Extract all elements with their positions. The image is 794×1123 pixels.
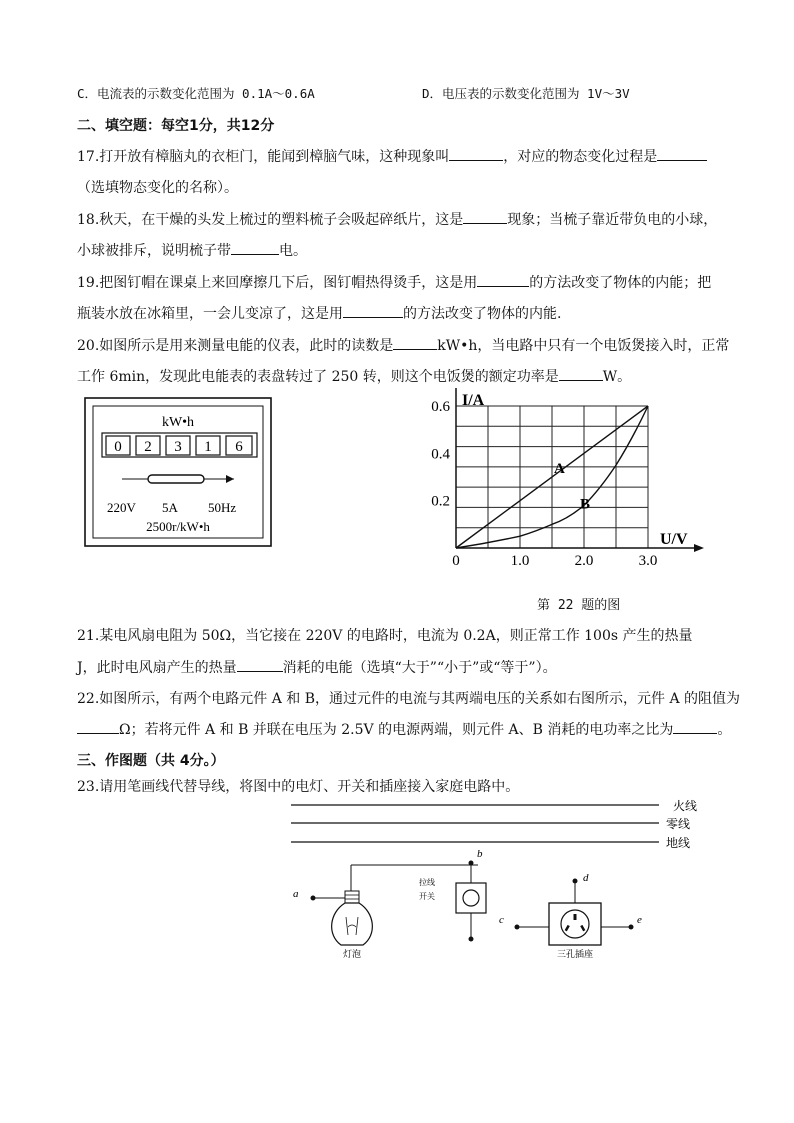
q20-text-2: kW•h，当电路中只有一个电饭煲接入时，正常 [437,338,730,354]
option-c: C．电流表的示数变化范围为 0.1A～0.6A [77,86,315,101]
socket-label: 三孔插座 [556,950,594,960]
meter-frequency: 50Hz [208,500,237,515]
meter-digits [106,436,252,455]
question-19-line2 [77,303,561,323]
question-19-line1 [77,272,711,292]
q22-blank-2 [673,721,717,734]
q23-text: 23.请用笔画线代替导线，将图中的电灯、开关和插座接入家庭电路中。 [77,779,520,795]
section-heading-drawing: 三、作图题（共 4分。） [77,753,225,769]
meter-current: 5A [162,500,178,515]
q20-text-4: W。 [602,369,632,385]
q21-blank-2 [237,659,283,672]
question-20-line1 [77,335,729,355]
switch-knob [463,890,479,906]
q22-blank-1 [77,721,119,734]
q19-blank-1 [477,274,529,287]
meter-unit: kW•h [161,415,195,430]
series-b-label: B [580,496,591,513]
q21-text-2: J，此时电风扇产生的热量 [77,660,237,676]
y-tick-label: 0.2 [431,493,450,510]
point-d-label: d [583,872,589,884]
q19-text-1: 19.把图钉帽在课桌上来回摩擦几下后，图钉帽热得烫手，这是用 [77,275,478,291]
switch-label-1: 拉线 [419,878,435,887]
option-d: D．电压表的示数变化范围为 1V～3V [422,86,630,101]
q18-text-4: 电。 [279,243,307,259]
meter-disc-slot [148,475,204,483]
iu-graph [420,388,710,578]
q18-text-3: 小球被排斥，说明梳子带 [77,243,231,259]
q20-text-3: 工作 6min，发现此电能表的表盘转过了 250 转，则这个电饭煲的额定功率是 [77,369,559,385]
ground-wire-label: 地线 [666,836,691,850]
y-tick-label: 0.6 [431,399,450,415]
meter-digit-4: 1 [204,439,212,455]
question-22-line2 [77,719,731,739]
series-a-label: A [554,461,565,477]
switch-label-2: 开关 [419,892,435,901]
question-17-line2 [77,177,238,197]
q17-text-3: （选填物态变化的名称）。 [77,180,238,196]
meter-constant: 2500r/kW•h [146,519,210,534]
x-tick-label: 0 [452,553,460,569]
lamp-label: 灯泡 [342,950,362,960]
q18-blank-1 [463,211,507,224]
question-17-line1 [77,146,707,166]
q17-blank-1 [449,148,503,161]
x-tick-label: 1.0 [510,553,530,569]
meter-digit-1: 0 [114,439,122,455]
neutral-wire-label: 零线 [666,817,691,831]
q21-text-3: 消耗的电能（选填“大于”“小于”或“等于”）。 [282,660,557,676]
x-axis-label: U/V [660,531,688,548]
meter-digit-2: 2 [144,439,152,455]
point-b-label: b [477,848,483,860]
question-23 [77,776,519,796]
section-heading-fill-in: 二、填空题：每空1分，共12分 [77,118,275,134]
point-c-label: c [499,914,504,926]
q17-blank-2 [657,148,707,161]
energy-meter-figure [84,397,274,549]
q22-text-2: Ω；若将元件 A 和 B 并联在电压为 2.5V 的电源两端，则元件 A、B 消耗的电功率之比为 [119,722,674,738]
point-e-label: e [637,914,642,926]
question-18-line1 [77,209,717,229]
question-21-line1 [77,625,693,645]
q20-blank-2 [559,368,603,381]
point-a-label: a [293,888,299,900]
socket-ground-hole [574,914,577,920]
q19-text-4: 的方法改变了物体的内能. [403,306,562,322]
q18-text-2: 现象；当梳子靠近带负电的小球， [507,212,718,228]
q19-text-2: 的方法改变了物体的内能；把 [529,275,712,291]
x-tick-label: 3.0 [638,553,658,569]
three-hole-socket [499,872,642,960]
meter-voltage: 220V [107,500,136,515]
x-axis-arrow [694,544,704,552]
x-tick-label: 2.0 [574,553,594,569]
meter-digit-5: 6 [235,439,243,455]
y-axis-label: I/A [462,392,485,409]
lamp-base [345,891,359,903]
q21-text-1: 21.某电风扇电阻为 50Ω，当它接在 220V 的电路时，电流为 0.2A，则正常工作 100s 产生的热量 [77,628,693,644]
pull-switch [419,848,486,942]
q22-text-1: 22.如图所示，有两个电路元件 A 和 B，通过元件的电流与其两端电压的关系如右图所示，元件 A 的阻值为 [77,691,741,707]
q18-blank-2 [231,242,279,255]
lamp [293,865,478,960]
q19-text-3: 瓶装水放在冰箱里，一会儿变凉了，这是用 [77,306,343,322]
chart-labels [431,392,688,569]
q20-text-1: 20.如图所示是用来测量电能的仪表，此时的读数是 [77,338,394,354]
q20-blank-1 [393,337,437,350]
chart-caption: 第 22 题的图 [537,598,621,613]
question-21-line2 [77,657,557,677]
household-circuit-figure [285,795,705,965]
meter-digit-3: 3 [174,439,182,455]
q17-text-2: ，对应的物态变化过程是 [503,149,658,165]
q22-text-3: 。 [717,722,732,738]
question-20-line2 [77,366,631,386]
q18-text-1: 18.秋天，在干燥的头发上梳过的塑料梳子会吸起碎纸片，这是 [77,212,464,228]
q17-text-1: 17.打开放有樟脑丸的衣柜门，能闻到樟脑气味，这种现象叫 [77,149,450,165]
question-18-line2 [77,240,307,260]
q19-blank-2 [343,305,403,318]
live-wire-label: 火线 [673,799,698,813]
question-22-line1 [77,688,740,708]
switch-bottom-terminal [469,937,474,942]
lamp-bulb [332,903,373,945]
y-tick-label: 0.4 [431,446,450,463]
